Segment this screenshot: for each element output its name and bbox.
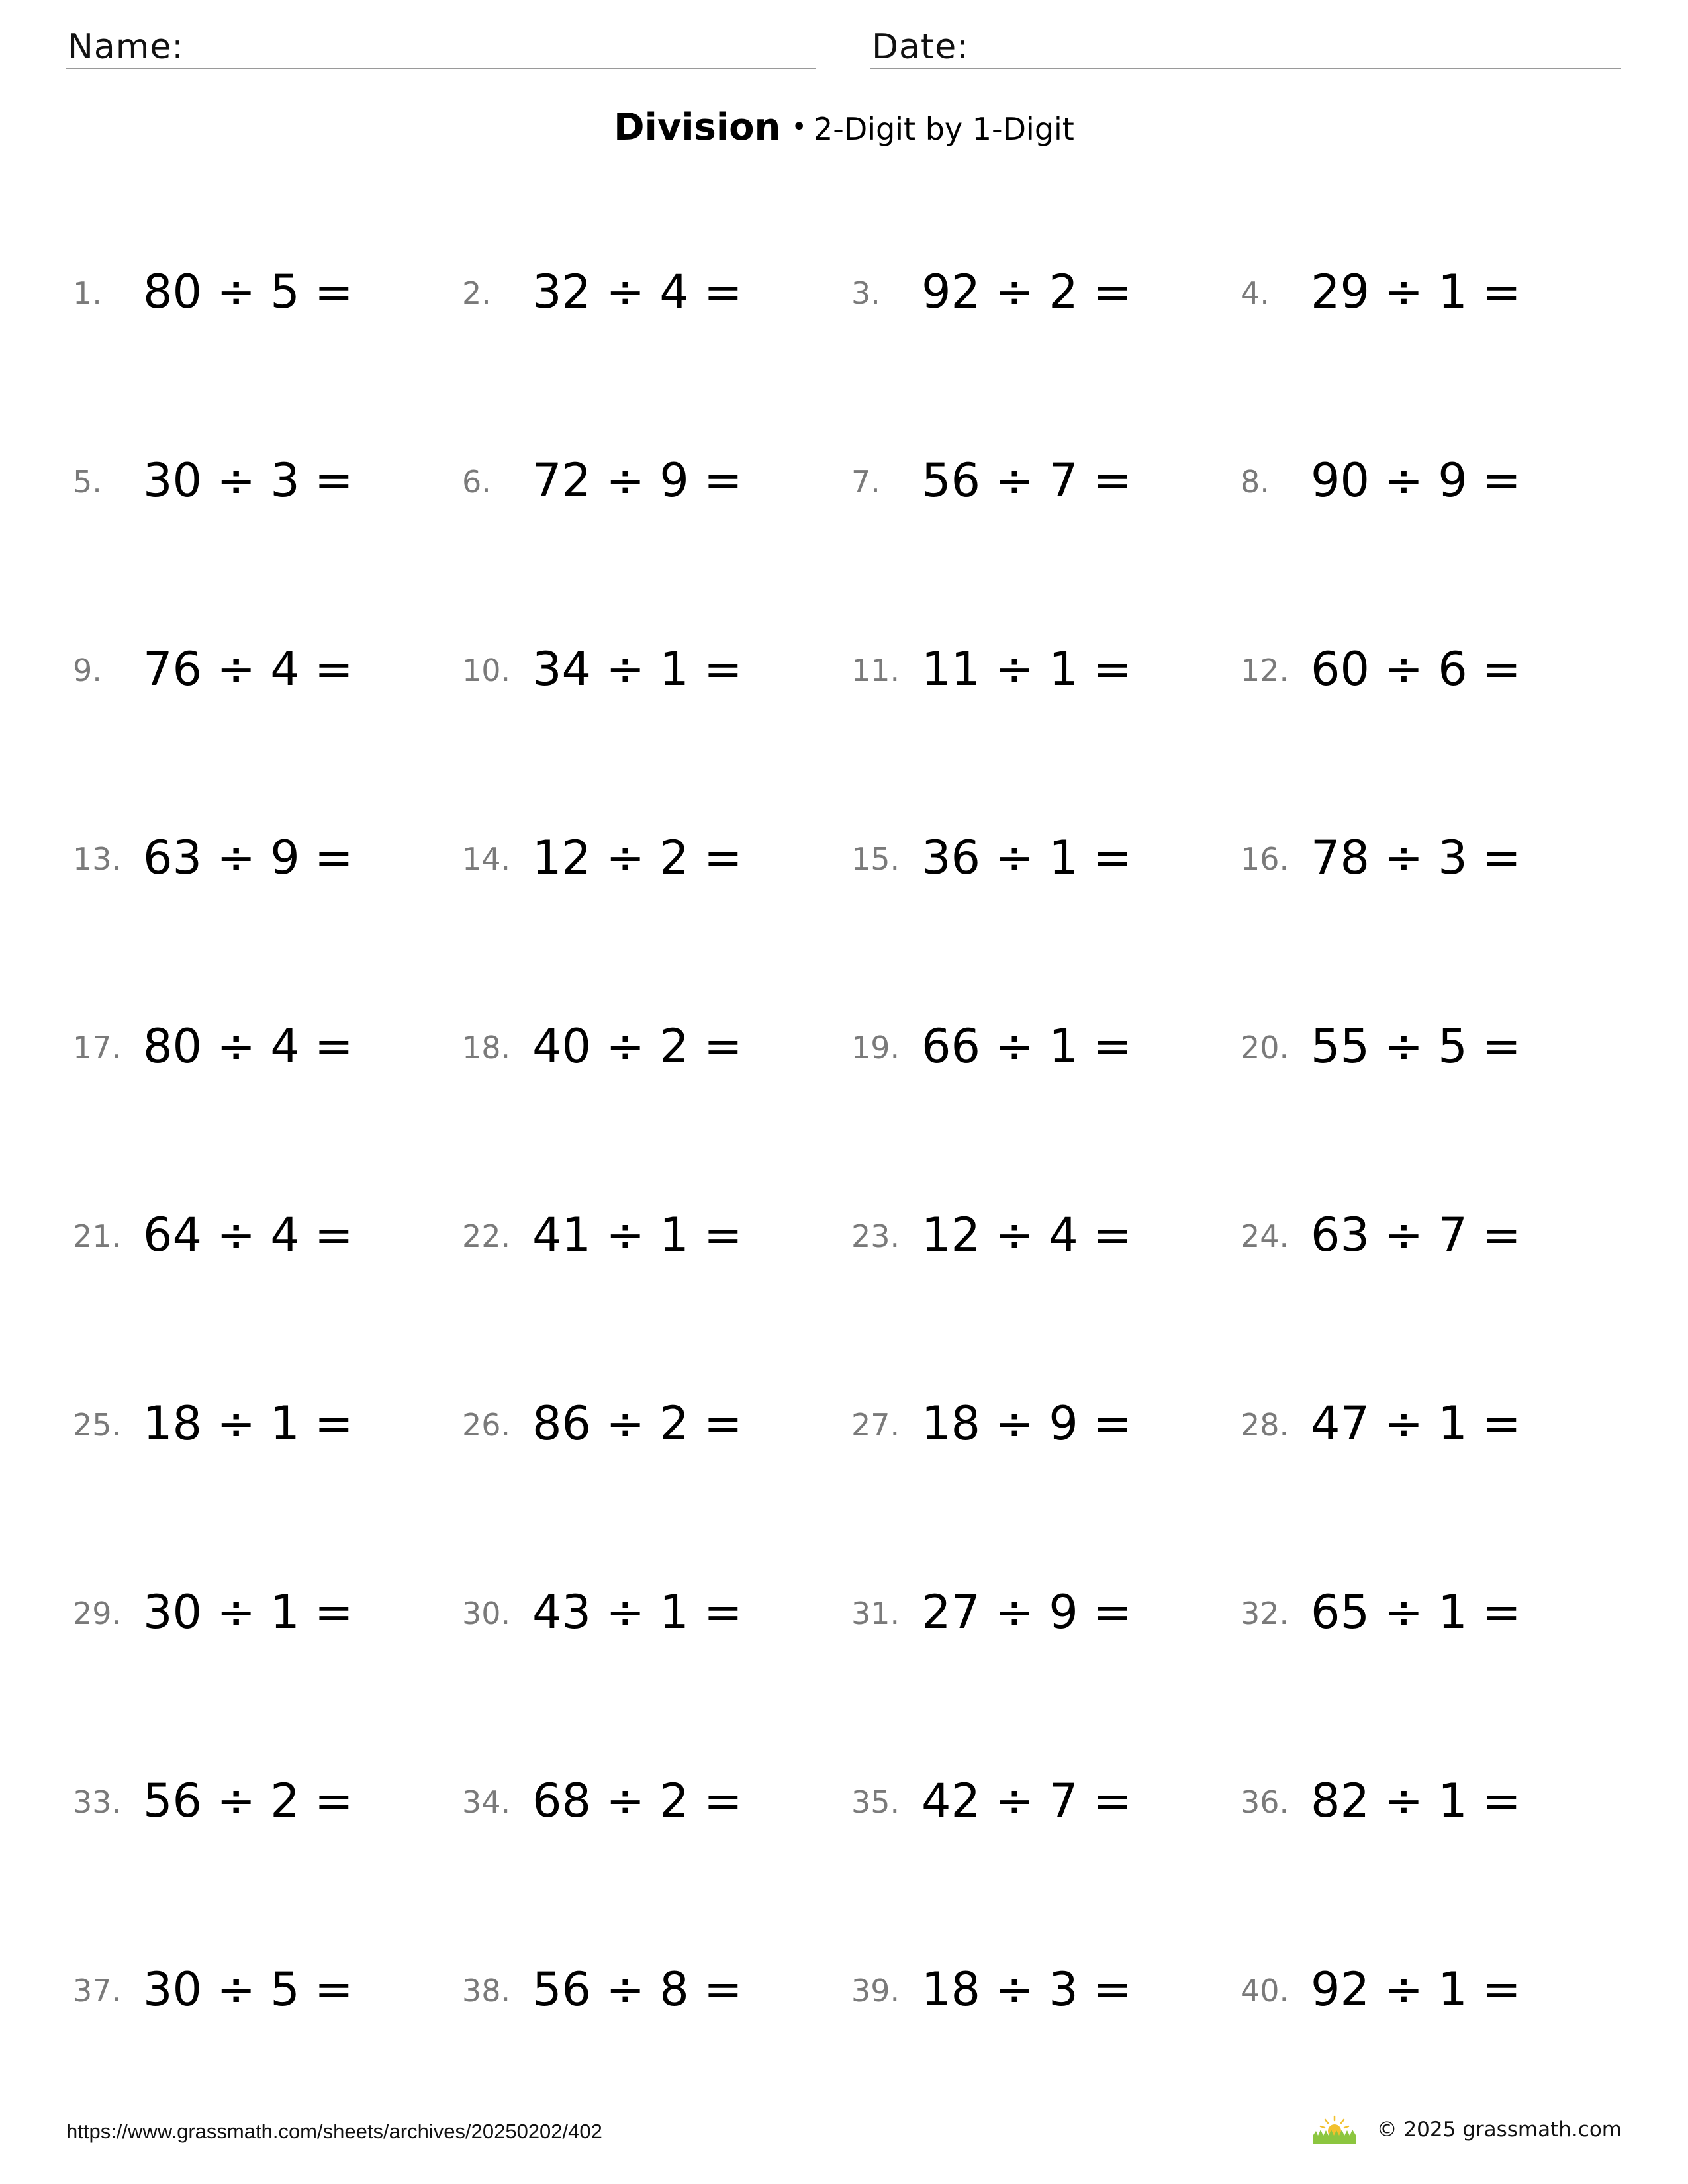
problem <box>851 1944 1241 2036</box>
problem-number: 1. <box>73 275 102 311</box>
title-main: Division <box>614 106 781 149</box>
problem <box>851 1755 1241 1848</box>
problem-number: 2. <box>462 275 491 311</box>
problem-expression: 65 ÷ 1 = <box>1311 1585 1521 1639</box>
problem-number: 31. <box>851 1596 900 1631</box>
problem-expression: 41 ÷ 1 = <box>532 1208 743 1262</box>
problem-number: 35. <box>851 1784 900 1820</box>
footer-branding <box>1312 2115 1622 2144</box>
problem-expression: 78 ÷ 3 = <box>1311 831 1521 885</box>
problem-number: 29. <box>73 1596 122 1631</box>
problem-expression: 29 ÷ 1 = <box>1311 265 1521 319</box>
problem-expression: 80 ÷ 5 = <box>143 265 353 319</box>
problem-expression: 12 ÷ 2 = <box>532 831 743 885</box>
problem-expression: 60 ÷ 6 = <box>1311 642 1521 696</box>
problem-number: 17. <box>73 1030 122 1066</box>
problem <box>462 246 851 339</box>
problem-grid <box>73 246 1622 2132</box>
problem <box>73 435 462 527</box>
problem-number: 14. <box>462 841 511 877</box>
problem-expression: 12 ÷ 4 = <box>921 1208 1132 1262</box>
problem-number: 18. <box>462 1030 511 1066</box>
copyright-text: © 2025 grassmath.com <box>1376 2118 1622 2142</box>
problem <box>1241 246 1622 339</box>
problem <box>851 1189 1241 1282</box>
problem <box>73 1001 462 1093</box>
problem-number: 15. <box>851 841 900 877</box>
problem-expression: 92 ÷ 2 = <box>921 265 1132 319</box>
problem-expression: 30 ÷ 3 = <box>143 453 353 508</box>
problem-expression: 90 ÷ 9 = <box>1311 453 1521 508</box>
problem-number: 19. <box>851 1030 900 1066</box>
problem <box>73 1189 462 1282</box>
problem-expression: 68 ÷ 2 = <box>532 1774 743 1828</box>
problem-expression: 11 ÷ 1 = <box>921 642 1132 696</box>
problem-expression: 36 ÷ 1 = <box>921 831 1132 885</box>
problem-number: 39. <box>851 1973 900 2009</box>
problem <box>73 812 462 905</box>
problem-expression: 27 ÷ 9 = <box>921 1585 1132 1639</box>
problem-expression: 66 ÷ 1 = <box>921 1019 1132 1073</box>
problem-expression: 56 ÷ 2 = <box>143 1774 353 1828</box>
problem-number: 13. <box>73 841 122 877</box>
problem-expression: 18 ÷ 3 = <box>921 1962 1132 2017</box>
problem <box>1241 1944 1622 2036</box>
problem-expression: 63 ÷ 9 = <box>143 831 353 885</box>
problem-expression: 47 ÷ 1 = <box>1311 1396 1521 1451</box>
problem-expression: 72 ÷ 9 = <box>532 453 743 508</box>
problem-number: 8. <box>1241 464 1270 500</box>
problem-expression: 76 ÷ 4 = <box>143 642 353 696</box>
problem <box>1241 812 1622 905</box>
problem <box>73 1378 462 1471</box>
problem-number: 24. <box>1241 1218 1289 1254</box>
name-field[interactable] <box>66 25 816 69</box>
problem-number: 33. <box>73 1784 122 1820</box>
problem <box>462 1189 851 1282</box>
problem <box>851 1378 1241 1471</box>
footer-url-link[interactable]: https://www.grassmath.com/sheets/archives/20250202/402 <box>66 2120 602 2143</box>
problem <box>1241 1378 1622 1471</box>
problem <box>1241 1755 1622 1848</box>
problem-number: 23. <box>851 1218 900 1254</box>
problem-number: 16. <box>1241 841 1289 877</box>
problem-expression: 32 ÷ 4 = <box>532 265 743 319</box>
problem <box>462 1755 851 1848</box>
problem-expression: 30 ÷ 1 = <box>143 1585 353 1639</box>
date-label: Date: <box>872 27 969 67</box>
problem-number: 4. <box>1241 275 1270 311</box>
name-label: Name: <box>68 27 184 67</box>
problem <box>851 1567 1241 1659</box>
problem-expression: 56 ÷ 8 = <box>532 1962 743 2017</box>
problem-number: 6. <box>462 464 491 500</box>
problem-expression: 86 ÷ 2 = <box>532 1396 743 1451</box>
problem <box>1241 1567 1622 1659</box>
title-separator: • <box>791 112 807 142</box>
problem <box>1241 1001 1622 1093</box>
title-subtitle: 2-Digit by 1-Digit <box>814 111 1074 147</box>
problem-number: 34. <box>462 1784 511 1820</box>
problem-number: 32. <box>1241 1596 1289 1631</box>
problem-expression: 18 ÷ 1 = <box>143 1396 353 1451</box>
problem-number: 36. <box>1241 1784 1289 1820</box>
problem <box>1241 1189 1622 1282</box>
problem <box>73 1755 462 1848</box>
problem <box>462 623 851 716</box>
problem-expression: 63 ÷ 7 = <box>1311 1208 1521 1262</box>
problem <box>462 812 851 905</box>
problem-number: 30. <box>462 1596 511 1631</box>
worksheet-title <box>0 106 1688 149</box>
problem <box>73 1944 462 2036</box>
problem <box>1241 435 1622 527</box>
problem-number: 9. <box>73 653 102 688</box>
problem-expression: 92 ÷ 1 = <box>1311 1962 1521 2017</box>
problem-expression: 34 ÷ 1 = <box>532 642 743 696</box>
problem-expression: 64 ÷ 4 = <box>143 1208 353 1262</box>
problem-number: 12. <box>1241 653 1289 688</box>
problem-number: 10. <box>462 653 511 688</box>
problem-number: 22. <box>462 1218 511 1254</box>
problem-number: 3. <box>851 275 880 311</box>
problem <box>851 623 1241 716</box>
problem-number: 26. <box>462 1407 511 1443</box>
problem <box>462 1944 851 2036</box>
problem-expression: 56 ÷ 7 = <box>921 453 1132 508</box>
problem <box>73 1567 462 1659</box>
problem-expression: 40 ÷ 2 = <box>532 1019 743 1073</box>
problem <box>462 1378 851 1471</box>
problem <box>73 246 462 339</box>
problem-number: 28. <box>1241 1407 1289 1443</box>
problem <box>851 435 1241 527</box>
date-field[interactable] <box>870 25 1621 69</box>
problem-expression: 82 ÷ 1 = <box>1311 1774 1521 1828</box>
problem <box>462 1567 851 1659</box>
grass-sun-logo-icon <box>1312 2115 1357 2144</box>
problem-number: 38. <box>462 1973 511 2009</box>
problem-number: 7. <box>851 464 880 500</box>
problem-expression: 18 ÷ 9 = <box>921 1396 1132 1451</box>
problem-number: 11. <box>851 653 900 688</box>
problem <box>851 246 1241 339</box>
problem-expression: 30 ÷ 5 = <box>143 1962 353 2017</box>
problem <box>851 812 1241 905</box>
problem-number: 37. <box>73 1973 122 2009</box>
problem-number: 25. <box>73 1407 122 1443</box>
problem <box>73 623 462 716</box>
problem <box>1241 623 1622 716</box>
problem <box>851 1001 1241 1093</box>
problem <box>462 435 851 527</box>
problem <box>462 1001 851 1093</box>
problem-expression: 55 ÷ 5 = <box>1311 1019 1521 1073</box>
problem-number: 40. <box>1241 1973 1289 2009</box>
problem-expression: 43 ÷ 1 = <box>532 1585 743 1639</box>
problem-number: 27. <box>851 1407 900 1443</box>
problem-number: 5. <box>73 464 102 500</box>
problem-expression: 80 ÷ 4 = <box>143 1019 353 1073</box>
problem-expression: 42 ÷ 7 = <box>921 1774 1132 1828</box>
problem-number: 21. <box>73 1218 122 1254</box>
problem-number: 20. <box>1241 1030 1289 1066</box>
